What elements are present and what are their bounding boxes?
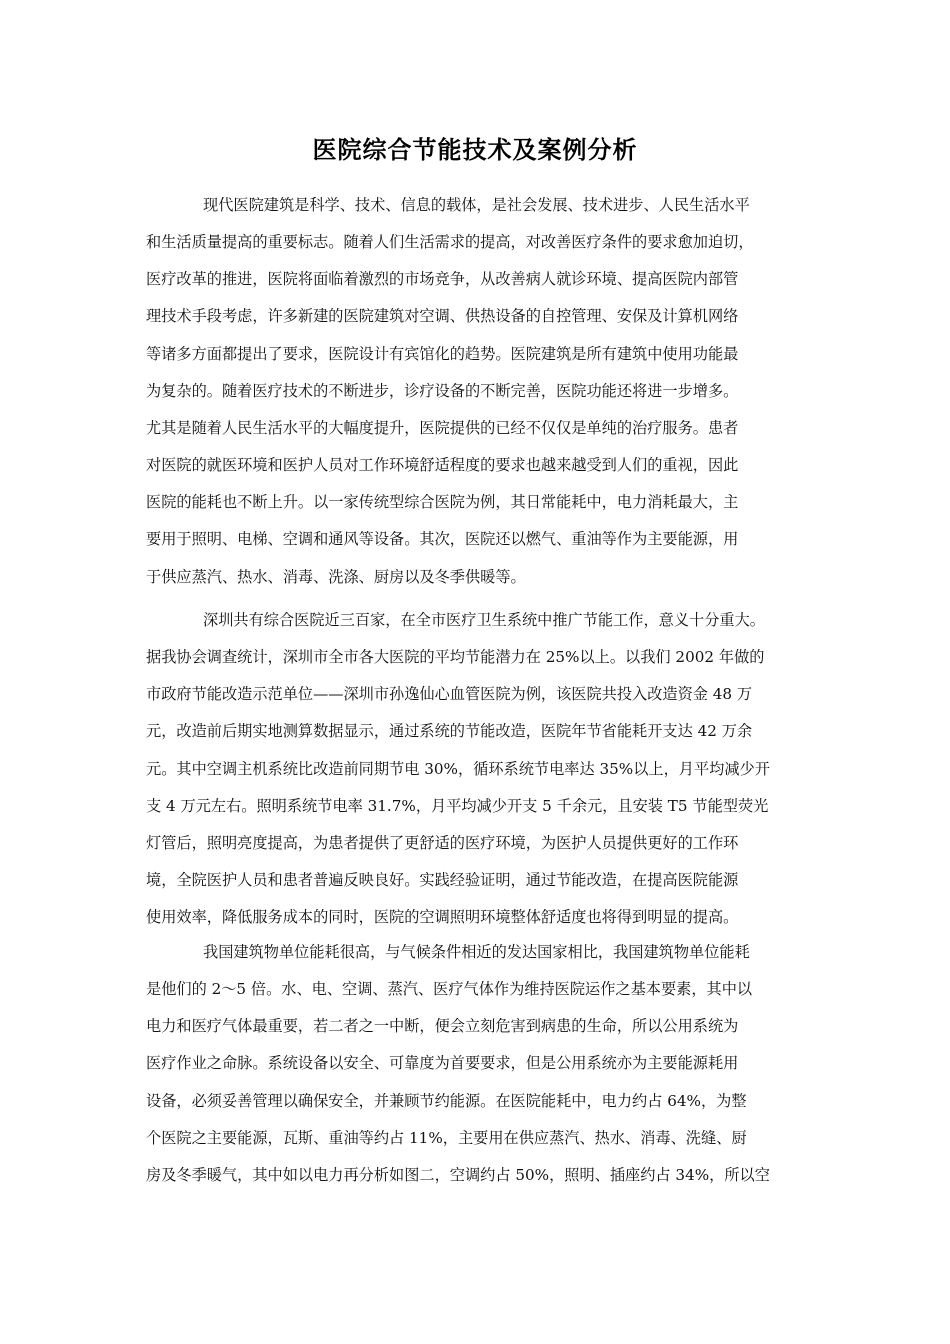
paragraph-line: 设备，必须妥善管理以确保安全，并兼顾节约能源。在医院能耗中，电力约占 64%，为整: [146, 1092, 747, 1110]
paragraph-first-line: 现代医院建筑是科学、技术、信息的载体，是社会发展、技术进步、人民生活水平: [203, 196, 750, 214]
paragraph-line: 市政府节能改造示范单位——深圳市孙逸仙心血管医院为例，该医院共投入改造资金 48 万: [146, 685, 753, 703]
paragraph-line: 房及冬季暖气，其中如以电力再分析如图二，空调约占 50%，照明、插座约占 34%，所以空: [146, 1166, 770, 1184]
paragraph-line: 支 4 万元左右。照明系统节电率 31.7%，月平均减少开支 5 千余元，且安装 T5 节能型荧光: [146, 797, 769, 815]
paragraph-line: 个医院之主要能源，瓦斯、重油等约占 11%，主要用在供应蒸汽、热水、消毒、洗缝、厨: [146, 1129, 747, 1147]
paragraph-first-line: 深圳共有综合医院近三百家，在全市医疗卫生系统中推广节能工作，意义十分重大。: [203, 611, 765, 629]
paragraph-line: 尤其是随着人民生活水平的大幅度提升，医院提供的已经不仅仅是单纯的治疗服务。患者: [146, 419, 739, 437]
document-title: 医院综合节能技术及案例分析: [312, 136, 638, 164]
paragraph-line: 元。其中空调主机系统比改造前同期节电 30%，循环系统节电率达 35%以上，月平均减少开: [146, 760, 770, 778]
paragraph-line: 对医院的就医环境和医护人员对工作环境舒适程度的要求也越来越受到人们的重视，因此: [146, 456, 739, 474]
paragraph-line: 于供应蒸汽、热水、消毒、洗涤、厨房以及冬季供暖等。: [146, 568, 526, 586]
paragraph-line: 元，改造前后期实地测算数据显示，通过系统的节能改造，医院年节省能耗开支达 42 万余: [146, 722, 753, 740]
paragraph-first-line: 我国建筑物单位能耗很高，与气候条件相近的发达国家相比，我国建筑物单位能耗: [203, 943, 750, 961]
paragraph-line: 灯管后，照明亮度提高，为患者提供了更舒适的医疗环境，为医护人员提供更好的工作环: [146, 834, 739, 852]
paragraph-line: 医院的能耗也不断上升。以一家传统型综合医院为例，其日常能耗中，电力消耗最大，主: [146, 493, 739, 511]
paragraph-line: 是他们的 2～5 倍。水、电、空调、蒸汽、医疗气体作为维持医院运作之基本要素，其中以: [146, 980, 753, 998]
paragraph-line: 要用于照明、电梯、空调和通风等设备。其次，医院还以燃气、重油等作为主要能源，用: [146, 530, 739, 548]
paragraph-line: 据我协会调查统计，深圳市全市各大医院的平均节能潜力在 25%以上。以我们 2002 年做的: [146, 648, 765, 666]
paragraph-line: 医疗作业之命脉。系统设备以安全、可靠度为首要要求，但是公用系统亦为主要能源耗用: [146, 1054, 739, 1072]
paragraph-line: 电力和医疗气体最重要，若二者之一中断，便会立刻危害到病患的生命，所以公用系统为: [146, 1017, 739, 1035]
paragraph-line: 等诸多方面都提出了要求，医院设计有宾馆化的趋势。医院建筑是所有建筑中使用功能最: [146, 345, 739, 363]
paragraph-line: 为复杂的。随着医疗技术的不断进步，诊疗设备的不断完善，医院功能还将进一步增多。: [146, 382, 739, 400]
paragraph-line: 理技术手段考虑，许多新建的医院建筑对空调、供热设备的自控管理、安保及计算机网络: [146, 307, 739, 325]
paragraph-line: 和生活质量提高的重要标志。随着人们生活需求的提高，对改善医疗条件的要求愈加迫切，: [146, 233, 754, 251]
paragraph-line: 使用效率，降低服务成本的同时，医院的空调照明环境整体舒适度也将得到明显的提高。: [146, 908, 739, 926]
paragraph-line: 境，全院医护人员和患者普遍反映良好。实践经验证明，通过节能改造，在提高医院能源: [146, 871, 739, 889]
paragraph-line: 医疗改革的推进，医院将面临着激烈的市场竞争，从改善病人就诊环境、提高医院内部管: [146, 270, 739, 288]
